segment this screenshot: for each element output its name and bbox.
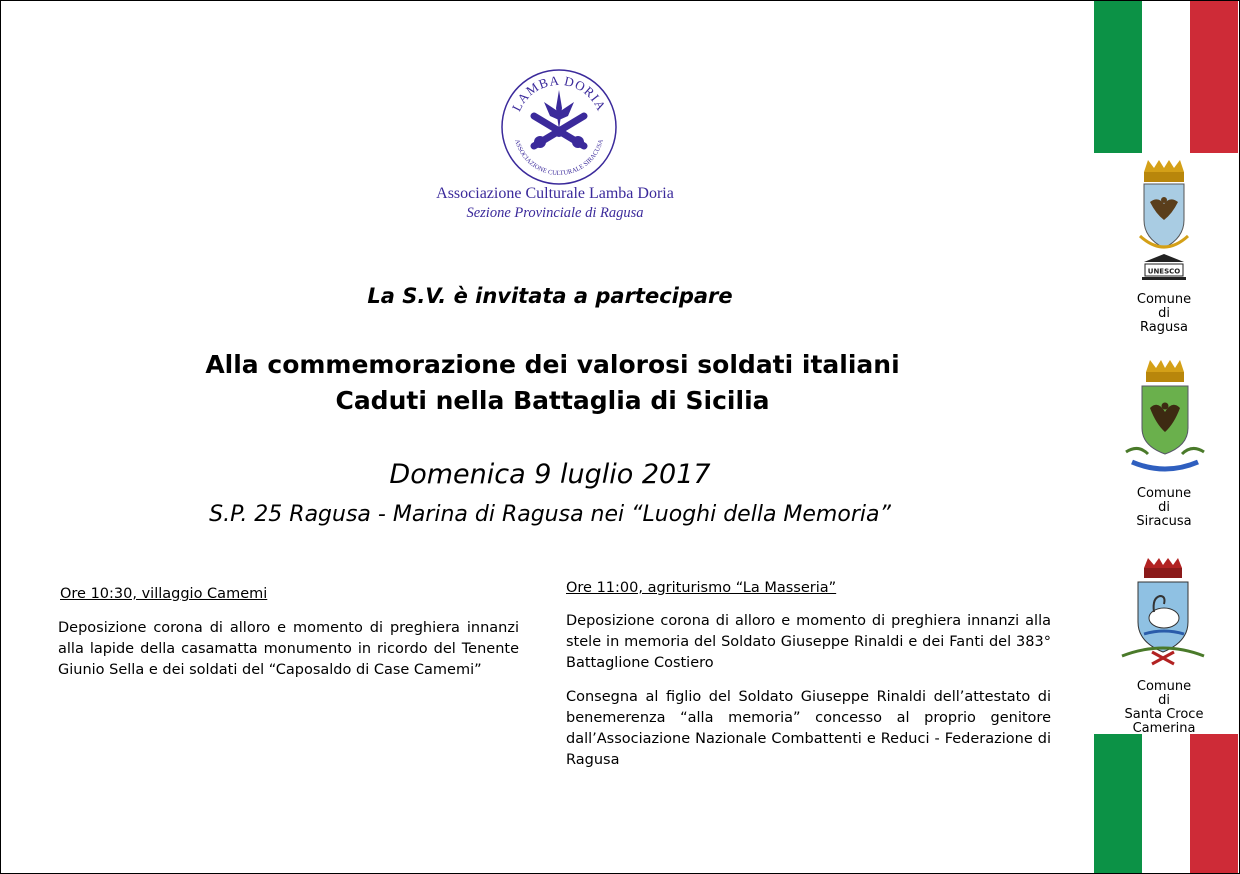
association-section: Sezione Provinciale di Ragusa — [466, 205, 644, 221]
commemoration-line-1: Alla commemorazione dei valorosi soldati italiani — [205, 350, 900, 379]
logo-ring-bottom-text: ASSOCIAZIONE CULTURALE SIRACUSA — [513, 138, 605, 178]
left-event-text: Deposizione corona di alloro e momento di preghiera innanzi alla lapide della casamatta monumento in ricordo del Tenente Giunio Sella e dei soldati del “Caposaldo di Case Camemi” — [58, 620, 519, 678]
comune-siracusa-label: Comune di Siracusa — [1136, 486, 1192, 529]
italian-flag-bottom — [1094, 734, 1238, 873]
unesco-temple-icon — [1142, 254, 1186, 280]
association-name: Associazione Culturale Lamba Doria — [436, 185, 674, 202]
commemoration-line-2: Caduti nella Battaglia di Sicilia — [335, 386, 770, 415]
comune-santa-croce-camerina-label: Comune di Santa Croce Camerina — [1124, 679, 1204, 736]
right-event-text-1: Deposizione corona di alloro e momento di preghiera innanzi alla stele in memoria del Soldato Giuseppe Rinaldi e dei Fanti del 383° Battaglione Costiero — [566, 613, 1051, 671]
right-event-text-2: Consegna al figlio del Soldato Giuseppe Rinaldi dell’attestato di benemerenza “alla memoria” concesso al proprio genitore dall’Associazione Nazionale Combattenti e Reduci - Federazione di Ragusa — [566, 689, 1051, 768]
comune-ragusa-label: Comune di Ragusa — [1136, 292, 1192, 335]
event-date: Domenica 9 luglio 2017 — [389, 459, 711, 490]
svg-text:ASSOCIAZIONE CULTURALE SIRACUS — [513, 138, 605, 177]
crossed-cannons-icon — [534, 90, 584, 148]
crown-icon — [1144, 160, 1184, 182]
unesco-text: UNESCO — [1147, 267, 1181, 276]
santa-croce-camerina-coat-of-arms — [1114, 556, 1210, 672]
siracusa-coat-of-arms — [1122, 358, 1208, 482]
italian-flag-top — [1094, 1, 1238, 153]
crown-icon — [1144, 558, 1182, 578]
invitation-line: La S.V. è invitata a partecipare — [367, 284, 733, 308]
lamba-doria-logo — [500, 68, 618, 186]
right-event-heading: Ore 11:00, agriturismo “La Masseria” — [566, 580, 837, 596]
left-event-heading: Ore 10:30, villaggio Camemi — [60, 586, 268, 602]
ragusa-coat-of-arms — [1136, 158, 1192, 288]
event-place: S.P. 25 Ragusa - Marina di Ragusa nei “Luoghi della Memoria” — [209, 502, 891, 527]
crown-icon — [1146, 360, 1184, 382]
logo-ring-top-text: LAMBA DORIA — [508, 72, 610, 114]
